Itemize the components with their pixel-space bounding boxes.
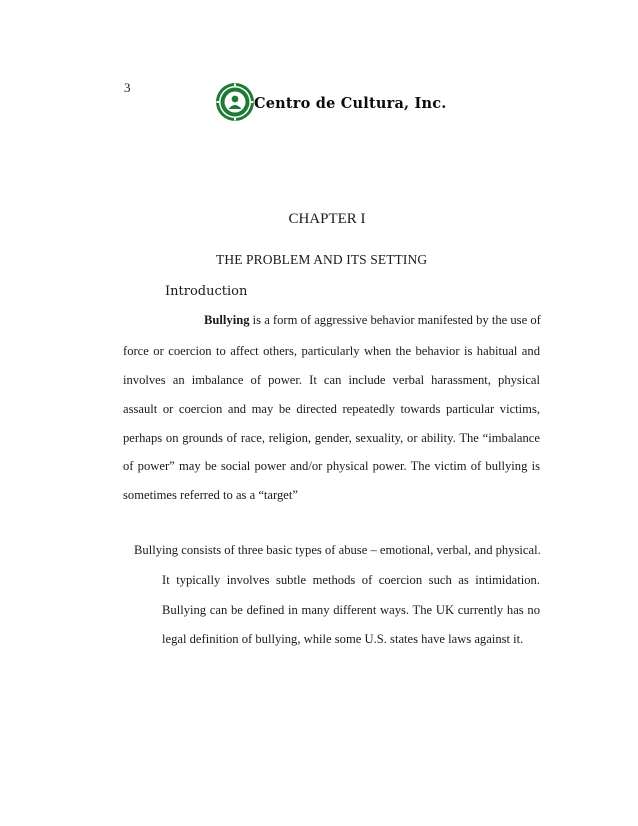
paragraph-2-line-2: It typically involves subtle methods of coercion such as intimidation.	[162, 573, 540, 587]
bullying-term: Bullying	[204, 313, 250, 327]
logo-text: Centro de Cultura, Inc.	[254, 95, 447, 112]
paragraph-1-line-7: sometimes referred to as a “target”	[123, 488, 298, 502]
paragraph-1-line-3: involves an imbalance of power. It can include verbal harassment, physical	[123, 373, 540, 387]
paragraph-2-line-3: Bullying can be defined in many different ways. The UK currently has no	[162, 603, 540, 617]
paragraph-1-line-1-text: is a form of aggressive behavior manifested by the use of	[249, 313, 541, 327]
paragraph-1-line-6: of power” may be social power and/or physical power. The victim of bullying is	[123, 459, 540, 473]
paragraph-2-line-4: legal definition of bullying, while some U.S. states have laws against it.	[162, 632, 524, 646]
paragraph-1-line-2: force or coercion to affect others, particularly when the behavior is habitual and	[123, 344, 540, 358]
seal-icon	[215, 82, 255, 122]
chapter-subtitle: THE PROBLEM AND ITS SETTING	[216, 252, 428, 267]
logo	[215, 82, 447, 124]
section-heading: Introduction	[165, 284, 248, 299]
paragraph-1-line-5: perhaps on grounds of race, religion, gender, sexuality, or ability. The “imbalance	[123, 431, 540, 445]
page-number: 3	[124, 80, 131, 95]
paragraph-1-line-1	[204, 313, 540, 328]
paragraph-2-line-1: Bullying consists of three basic types of abuse – emotional, verbal, and physical.	[134, 543, 541, 557]
paragraph-1-line-4: assault or coercion and may be directed repeatedly towards particular victims,	[123, 402, 540, 416]
chapter-title: CHAPTER I	[288, 211, 366, 227]
